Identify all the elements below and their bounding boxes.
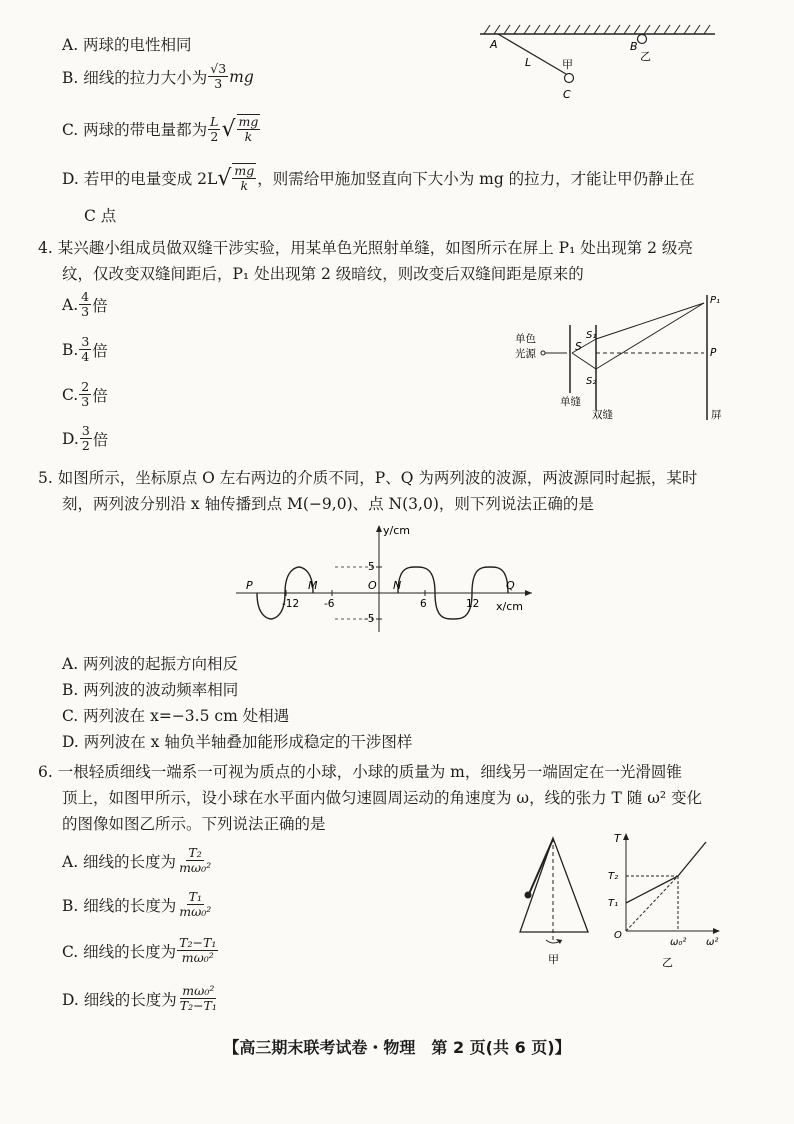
svg-text:B: B (630, 40, 638, 53)
svg-text:S₁: S₁ (586, 330, 597, 341)
svg-text:P: P (710, 347, 717, 359)
svg-text:双缝: 双缝 (592, 409, 613, 421)
svg-text:T: T (614, 832, 621, 845)
svg-text:甲: 甲 (562, 58, 573, 71)
q5-option-b: B. 两列波的波动频率相同 (62, 681, 239, 699)
q5-option-c: C. 两列波在 x=−3.5 cm 处相遇 (62, 707, 290, 725)
svg-text:屏: 屏 (711, 409, 722, 421)
svg-text:-12: -12 (282, 598, 300, 610)
q4-option-a: A. $\frac{4}{3}$ 倍 (62, 289, 108, 319)
svg-text:O: O (614, 930, 622, 941)
q5-stem-line1: 5. 如图所示，坐标原点 O 左右两边的介质不同，P、Q 为两列波的波源，两波源同时起振，某时 (38, 469, 698, 487)
svg-text:乙: 乙 (640, 50, 651, 63)
svg-text:S: S (575, 341, 582, 353)
q6-option-d: D. 细线的长度为 $\frac{\text{mω₀²}}{\text{T₂−T₁}}$ (62, 983, 217, 1013)
q3-option-d-line2: C 点 (84, 207, 117, 225)
svg-text:P: P (246, 579, 253, 592)
q4-option-c: C. $\frac{2}{3}$ 倍 (62, 379, 108, 409)
svg-text:ω₀²: ω₀² (670, 937, 687, 948)
svg-text:T₁: T₁ (608, 898, 619, 909)
q4-stem-line1: 4. 某兴趣小组成员做双缝干涉实验，用某单色光照射单缝，如图所示在屏上 P₁ 处出现第 2 级亮 (38, 239, 693, 257)
svg-text:单色: 单色 (515, 333, 536, 345)
svg-text:x/cm: x/cm (496, 600, 523, 613)
svg-text:6: 6 (420, 598, 427, 610)
svg-text:L: L (525, 56, 532, 69)
q5-wave-figure (230, 522, 540, 637)
q6-option-c: C. 细线的长度为 $\frac{\text{T₂−T₁}}{\text{mω₀²}}$ (62, 935, 217, 965)
q6-option-a: A. 细线的长度为 $\frac{\text{T₂}}{\text{mω₀²}}$ (62, 845, 212, 875)
q4-option-d: D. $\frac{3}{2}$ 倍 (62, 423, 109, 453)
svg-text:O: O (368, 579, 377, 592)
svg-text:-5: -5 (364, 613, 375, 625)
q4-stem-line2: 纹，仅改变双缝间距后，P₁ 处出现第 2 级暗纹，则改变后双缝间距是原来的 (62, 265, 584, 283)
q4-option-b: B. $\frac{3}{4}$ 倍 (62, 334, 108, 364)
q6-stem-line3: 的图像如图乙所示。下列说法正确的是 (62, 815, 326, 833)
svg-text:甲: 甲 (548, 953, 559, 966)
svg-text:单缝: 单缝 (560, 396, 581, 408)
q5-option-a: A. 两列波的起振方向相反 (62, 655, 239, 673)
svg-text:N: N (393, 579, 402, 592)
q3-option-a: A. 两球的电性相同 (62, 36, 192, 54)
svg-text:A: A (490, 38, 498, 51)
q3-string (498, 34, 566, 74)
svg-text:T₂: T₂ (608, 871, 619, 882)
q3-figure (470, 18, 730, 108)
q3-option-c: C. 两球的带电量都为 $\frac{L}{2}$ √ $\frac{mg}{k}$ (62, 113, 259, 144)
q3-option-b: B. 细线的拉力大小为 $\frac{√3}{3}$ mg (62, 61, 254, 91)
q6-stem-line1: 6. 一根轻质细线一端系一可视为质点的小球，小球的质量为 m，细线另一端固定在一光滑圆锥 (38, 763, 682, 781)
q3-ball-yi (638, 35, 647, 44)
svg-text:S₂: S₂ (586, 376, 597, 387)
svg-text:M: M (308, 579, 318, 592)
svg-text:y/cm: y/cm (383, 524, 410, 537)
q5-option-d: D. 两列波在 x 轴负半轴叠加能形成稳定的干涉图样 (62, 733, 413, 751)
svg-text:乙: 乙 (662, 956, 673, 969)
svg-text:C: C (563, 88, 571, 101)
page-footer: 【高三期末联考试卷・物理 第 2 页(共 6 页)】 (223, 1038, 571, 1057)
q6-ball (525, 892, 532, 899)
svg-text:光源: 光源 (515, 348, 536, 360)
q6-option-b: B. 细线的长度为 $\frac{\text{T₁}}{\text{mω₀²}}$ (62, 889, 212, 919)
q6-graph-figure (606, 828, 726, 973)
q3-ball-jia (565, 74, 574, 83)
svg-text:ω²: ω² (706, 937, 719, 948)
svg-text:-6: -6 (324, 598, 335, 610)
q6-cone-figure (510, 830, 600, 970)
svg-text:P₁: P₁ (710, 295, 721, 306)
q5-stem-line2: 刻，两列波分别沿 x 轴传播到点 M(−9,0)、点 N(3,0)，则下列说法正确的是 (62, 495, 594, 513)
svg-text:5: 5 (368, 561, 375, 573)
q3-option-d: D. 若甲的电量变成 2L √ $\frac{mg}{k}$ ，则需给甲施加竖直向下大小为 mg 的拉力，才能让甲仍静止在 (62, 163, 695, 193)
q6-stem-line2: 顶上，如图甲所示，设小球在水平面内做匀速圆周运动的角速度为 ω，线的张力 T 随 ω² 变化 (62, 789, 702, 807)
svg-text:Q: Q (506, 579, 515, 592)
svg-text:12: 12 (466, 598, 480, 610)
q4-figure (510, 285, 735, 430)
